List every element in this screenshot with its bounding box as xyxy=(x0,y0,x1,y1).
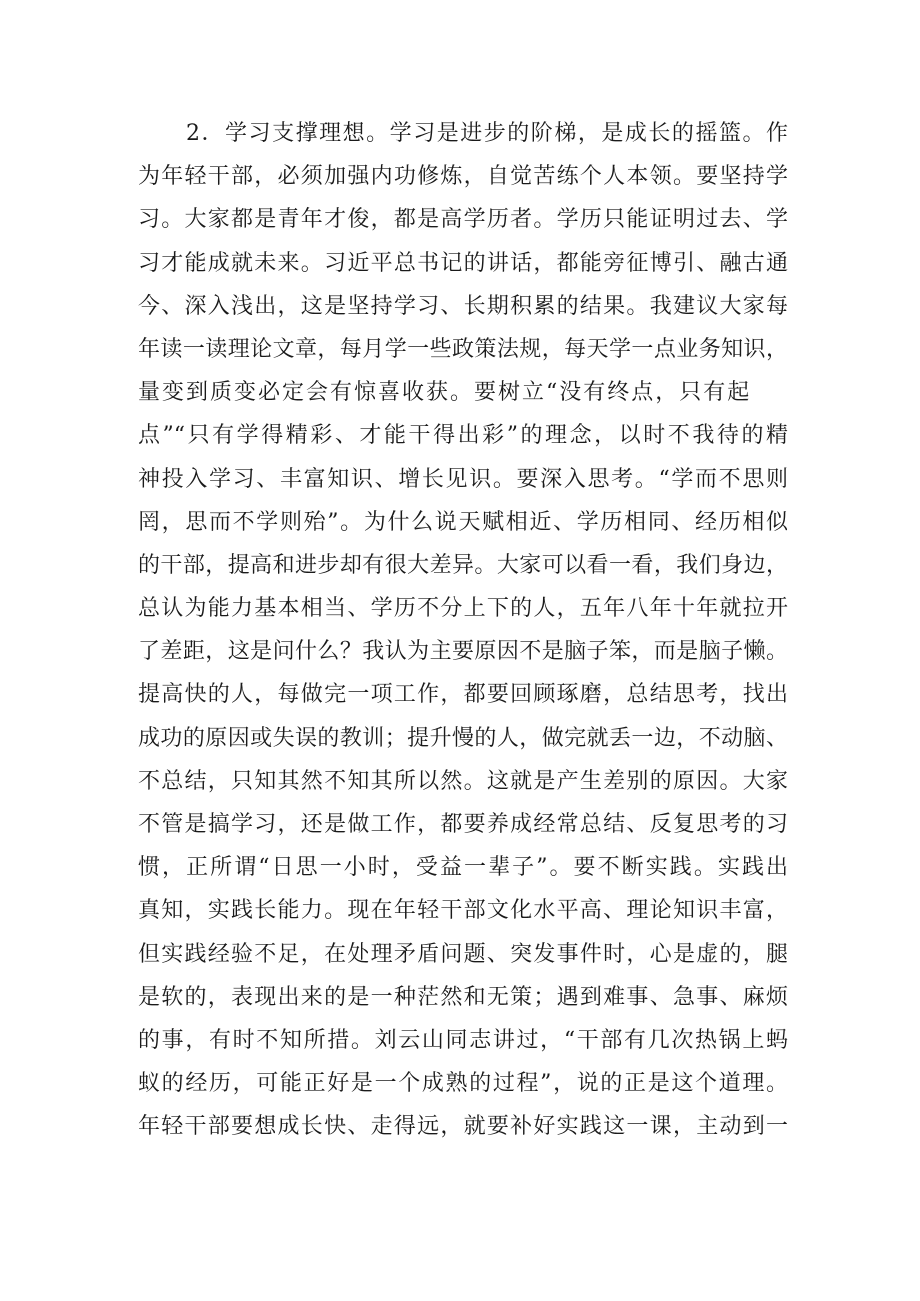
paragraph-line: 总认为能力基本相当、学历不分上下的人，五年八年十年就拉开 xyxy=(138,596,788,622)
paragraph-line: 不管是搞学习，还是做工作，都要养成经常总结、反复思考的习 xyxy=(138,812,788,837)
paragraph-line: 真知，实践长能力。现在年轻干部文化水平高、理论知识丰富， xyxy=(138,898,788,924)
paragraph-line: 是软的，表现出来的是一种茫然和无策；遇到难事、急事、麻烦 xyxy=(138,984,788,1010)
paragraph-line: 2．学习支撑理想。学习是进步的阶梯，是成长的摇篮。作 xyxy=(186,121,788,146)
paragraph-line: 年读一读理论文章，每月学一些政策法规，每天学一点业务知识， xyxy=(138,336,788,362)
paragraph-line: 罔，思而不学则殆”。为什么说天赋相近、学历相同、经历相似 xyxy=(138,509,788,535)
paragraph-line: 年轻干部要想成长快、走得远，就要补好实践这一课，主动到一 xyxy=(138,1114,788,1140)
paragraph-line: 了差距，这是问什么？我认为主要原因不是脑子笨，而是脑子懒。 xyxy=(138,639,788,665)
paragraph-line: 的事，有时不知所措。刘云山同志讲过，“干部有几次热锅上蚂 xyxy=(138,1027,788,1053)
paragraph-line: 点”“只有学得精彩、才能干得出彩”的理念，以时不我待的精 xyxy=(138,423,788,449)
paragraph-line: 习才能成就未来。习近平总书记的讲话，都能旁征博引、融古通 xyxy=(138,250,788,276)
paragraph-line: 提高快的人，每做完一项工作，都要回顾琢磨，总结思考，找出 xyxy=(138,682,788,708)
paragraph-line: 量变到质变必定会有惊喜收获。要树立“没有终点，只有起 xyxy=(138,380,752,406)
paragraph-line: 神投入学习、丰富知识、增长见识。要深入思考。“学而不思则 xyxy=(138,466,788,492)
paragraph-line: 蚁的经历，可能正好是一个成熟的过程”，说的正是这个道理。 xyxy=(138,1071,788,1097)
paragraph-line: 今、深入浅出，这是坚持学习、长期积累的结果。我建议大家每 xyxy=(138,293,788,319)
paragraph-line: 习。大家都是青年才俊，都是高学历者。学历只能证明过去、学 xyxy=(138,207,788,233)
paragraph-line: 惯，正所谓“日思一小时，受益一辈子”。要不断实践。实践出 xyxy=(138,855,788,881)
paragraph-line: 但实践经验不足，在处理矛盾问题、突发事件时，心是虚的，腿 xyxy=(138,941,788,967)
paragraph-line: 成功的原因或失误的教训；提升慢的人，做完就丢一边，不动脑、 xyxy=(138,725,788,751)
paragraph-line: 的干部，提高和进步却有很大差异。大家可以看一看，我们身边， xyxy=(138,552,788,578)
paragraph-line: 不总结，只知其然不知其所以然。这就是产生差别的原因。大家 xyxy=(138,768,788,794)
body-paragraph xyxy=(138,112,788,1149)
paragraph-line: 为年轻干部，必须加强内功修炼，自觉苦练个人本领。要坚持学 xyxy=(138,164,788,190)
